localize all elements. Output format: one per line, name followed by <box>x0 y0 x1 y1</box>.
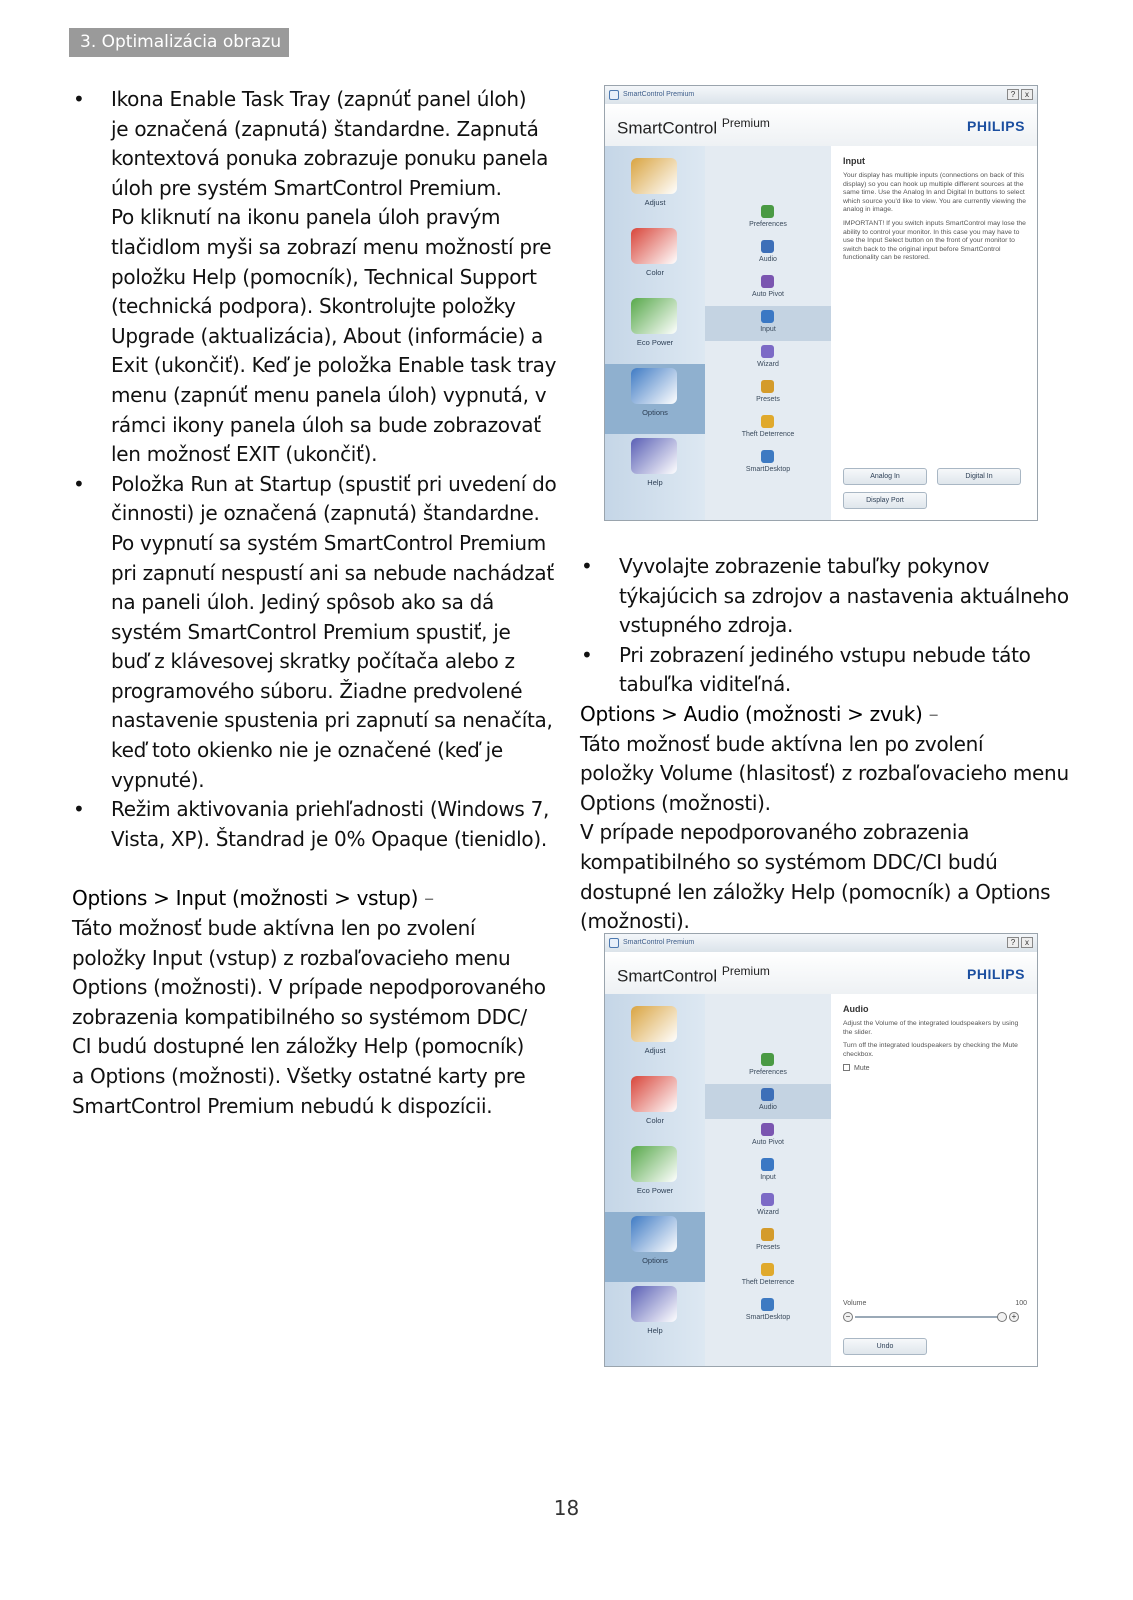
text-line: Vista, XP). Štandrad je 0% Opaque (tienidlo). <box>111 826 547 851</box>
sub-nav <box>705 994 831 1366</box>
subnav-wizard[interactable] <box>705 341 831 376</box>
nav-label: Eco Power <box>636 338 674 347</box>
text-line: keď toto okienko nie je označené (keď je <box>111 738 503 763</box>
subnav-label: Audio <box>759 256 777 263</box>
section-tab: 3. Optimalizácia obrazu <box>69 28 289 57</box>
page-number: 18 <box>553 1496 580 1520</box>
color-icon <box>631 228 677 264</box>
volume-value: 100 <box>1015 1300 1027 1307</box>
text-line: tlačidlom myši sa zobrazí menu možností pre <box>111 234 552 259</box>
adjust-icon <box>631 1006 677 1042</box>
text-line: CI budú dostupné len záložky Help (pomocník) <box>72 1034 525 1059</box>
philips-logo: PHILIPS <box>967 966 1025 982</box>
text-line: zobrazenia kompatibilného so systémom DDC/ <box>72 1004 527 1029</box>
options-icon <box>631 368 677 404</box>
app-header <box>605 952 1037 994</box>
undo-button[interactable]: Undo <box>843 1338 927 1355</box>
text-line: SmartControl Premium nebudú k dispozícii. <box>72 1093 493 1118</box>
subnav-label: Theft Deterrence <box>741 431 795 438</box>
analog-in-button[interactable]: Analog In <box>843 468 927 485</box>
subnav-label: Theft Deterrence <box>741 1279 795 1286</box>
app-title: SmartControl $^{Premium}$ <box>617 116 770 138</box>
nav-adjust[interactable] <box>605 154 705 224</box>
theft-deterrence-icon <box>761 1263 774 1276</box>
text-line: je označená (zapnutá) štandardne. Zapnutá <box>111 116 539 141</box>
nav-help[interactable] <box>605 434 705 504</box>
adjust-icon <box>631 158 677 194</box>
subnav-label: Input <box>760 326 776 333</box>
text-line: týkajúcich sa zdrojov a nastavenia aktuálneho <box>619 583 1069 608</box>
subnav-wizard[interactable] <box>705 1189 831 1224</box>
subnav-auto-pivot[interactable] <box>705 1119 831 1154</box>
nav-options[interactable] <box>605 1212 705 1282</box>
text-line: Po vypnutí sa systém SmartControl Premium <box>111 530 546 555</box>
help-button[interactable]: ? <box>1007 937 1019 948</box>
preferences-icon <box>761 1053 774 1066</box>
panel-text-mute: Turn off the integrated loudspeakers by checking the Mute checkbox. <box>843 1042 1018 1058</box>
nav-options[interactable] <box>605 364 705 434</box>
audio-panel <box>831 994 1037 1366</box>
right-bullet-list <box>580 552 1070 700</box>
panel-text: Your display has multiple inputs (connections on back of this display) so you can hook up multiple different sources at the same time. Use the Analog In and Digital In buttons to select which source you'd like to view. You are currently viewing the analog in image. <box>843 172 1027 214</box>
app-icon <box>609 938 619 948</box>
subnav-label: Presets <box>756 1244 780 1251</box>
text-line: V prípade nepodporovaného zobrazenia <box>580 820 970 845</box>
subnav-audio[interactable] <box>705 236 831 271</box>
input-icon <box>761 1158 774 1171</box>
volume-label: Volume <box>843 1300 867 1307</box>
close-button[interactable]: x <box>1021 89 1033 100</box>
text-line: kontextová ponuka zobrazuje ponuku panela <box>111 146 549 171</box>
smartcontrol-audio-screenshot <box>604 933 1038 1367</box>
volume-slider-thumb[interactable] <box>997 1312 1007 1322</box>
text-line: nastavenie spustenia pri zapnutí sa nenačíta, <box>111 708 553 733</box>
help-button[interactable]: ? <box>1007 89 1019 100</box>
mute-checkbox[interactable]: Mute <box>843 1064 1027 1072</box>
nav-label: Adjust <box>644 198 666 207</box>
digital-in-button[interactable]: Digital In <box>937 468 1021 485</box>
subnav-label: Presets <box>756 396 780 403</box>
bullet-item <box>580 641 1070 700</box>
panel-heading: Input <box>843 156 865 166</box>
text-line: Upgrade (aktualizácia), About (informácie) a <box>111 323 543 348</box>
eco-power-icon <box>631 298 677 334</box>
text-line: menu (zapnúť menu panela úloh) vypnutá, v <box>111 382 547 407</box>
nav-label: Options <box>642 1256 668 1265</box>
subnav-smartdesktop[interactable] <box>705 446 831 481</box>
subnav-presets[interactable] <box>705 1224 831 1259</box>
nav-label: Help <box>647 1326 663 1335</box>
bullet-item <box>72 470 562 796</box>
display-port-button[interactable]: Display Port <box>843 492 927 509</box>
input-icon <box>761 310 774 323</box>
auto-pivot-icon <box>761 1123 774 1136</box>
subnav-auto-pivot[interactable] <box>705 271 831 306</box>
philips-logo: PHILIPS <box>967 118 1025 134</box>
sub-nav <box>705 146 831 520</box>
app-title: SmartControl $^{Premium}$ <box>617 964 770 986</box>
nav-help[interactable] <box>605 1282 705 1352</box>
subnav-label: Wizard <box>757 1209 779 1216</box>
presets-icon <box>761 1228 774 1241</box>
text-line: na paneli úloh. Jediný spôsob ako sa dá <box>111 590 494 615</box>
nav-label: Eco Power <box>636 1186 674 1195</box>
left-bullet-list <box>72 85 562 854</box>
nav-label: Options <box>642 408 668 417</box>
subnav-presets[interactable] <box>705 376 831 411</box>
text-line: pri zapnutí nespustí ani sa nebude nachádzať <box>111 560 554 585</box>
input-heading: Options > Input (možnosti > vstup) – <box>72 886 434 911</box>
wizard-icon <box>761 1193 774 1206</box>
wizard-icon <box>761 345 774 358</box>
text-line: buď z klávesovej skratky počítača alebo z <box>111 649 515 674</box>
text-line: • Ikona Enable Task Tray (zapnúť panel úloh) <box>111 87 527 111</box>
text-line: položku Help (pomocník), Technical Support <box>111 264 537 289</box>
subnav-label: Wizard <box>757 361 779 368</box>
subnav-preferences[interactable] <box>705 1049 831 1084</box>
text-line: • Pri zobrazení jediného vstupu nebude táto <box>619 642 1031 667</box>
subnav-label: Preferences <box>749 221 787 228</box>
text-line: rámci ikony panela úloh sa bude zobrazovať <box>111 412 541 437</box>
text-line: tabuľka viditeľná. <box>619 672 791 697</box>
panel-text: Adjust the Volume of the integrated loudspeakers by using the slider. <box>843 1020 1019 1036</box>
options-icon <box>631 1216 677 1252</box>
nav-label: Color <box>646 1116 664 1125</box>
nav-label: Color <box>646 268 664 277</box>
nav-color[interactable] <box>605 1072 705 1142</box>
text-line: • Vyvolajte zobrazenie tabuľky pokynov <box>619 554 990 578</box>
bullet-item <box>580 552 1070 641</box>
bullet-item <box>72 795 562 854</box>
help-icon <box>631 1286 677 1322</box>
panel-text-important: IMPORTANT! If you switch inputs SmartControl may lose the ability to control your monitor. In this case you may have to use the Input Select button on the front of your monitor to switch back to the original input before SmartControl functionality can be restored. <box>843 219 1026 262</box>
subnav-label: Preferences <box>749 1069 787 1076</box>
eco-power-icon <box>631 1146 677 1182</box>
subnav-input[interactable] <box>705 1154 831 1189</box>
audio-description <box>580 730 1070 937</box>
color-icon <box>631 1076 677 1112</box>
input-panel <box>831 146 1037 520</box>
subnav-theft-deterrence[interactable] <box>705 1259 831 1294</box>
left-column <box>72 85 562 1121</box>
text-line: Táto možnosť bude aktívna len po zvolení <box>72 916 476 941</box>
text-line: Options (možnosti). V prípade nepodporovaného <box>72 975 546 1000</box>
window-titlebar: SmartControl Premium ? x <box>605 86 1037 104</box>
subnav-preferences[interactable] <box>705 201 831 236</box>
left-nav <box>605 146 705 520</box>
text-line: kompatibilného so systémom DDC/CI budú <box>580 849 998 874</box>
bullet-item <box>72 85 562 470</box>
right-column <box>580 552 1070 937</box>
subnav-label: Input <box>760 1174 776 1181</box>
text-line: a Options (možnosti). Všetky ostatné karty pre <box>72 1064 526 1088</box>
smartdesktop-icon <box>761 1298 774 1311</box>
text-line: systém SmartControl Premium spustiť, je <box>111 619 511 644</box>
subnav-label: Audio <box>759 1104 777 1111</box>
text-line: (možnosti). <box>580 909 690 934</box>
text-line: • Položka Run at Startup (spustiť pri uvedení do <box>111 471 557 496</box>
help-icon <box>631 438 677 474</box>
audio-heading: Options > Audio (možnosti > zvuk) – <box>580 701 939 726</box>
smartdesktop-icon <box>761 450 774 463</box>
text-line: dostupné len záložky Help (pomocník) a Options <box>580 879 1051 904</box>
close-button[interactable]: x <box>1021 937 1033 948</box>
audio-icon <box>761 1088 774 1101</box>
text-line: Táto možnosť bude aktívna len po zvolení <box>580 731 984 756</box>
text-line: len možnosť EXIT (ukončiť). <box>111 442 378 467</box>
panel-heading: Audio <box>843 1004 869 1014</box>
text-line: položky Volume (hlasitosť) z rozbaľovacieho menu <box>580 761 1069 786</box>
nav-eco-power[interactable] <box>605 1142 705 1212</box>
left-nav <box>605 994 705 1366</box>
app-icon <box>609 90 619 100</box>
smartcontrol-input-screenshot <box>604 85 1038 521</box>
volume-minus-button[interactable]: − <box>843 1312 853 1322</box>
nav-adjust[interactable] <box>605 1002 705 1072</box>
audio-icon <box>761 240 774 253</box>
text-line: vypnuté). <box>111 767 205 792</box>
input-description <box>72 914 562 1121</box>
preferences-icon <box>761 205 774 218</box>
volume-slider[interactable] <box>855 1316 1007 1318</box>
text-line: Options (možnosti). <box>580 790 771 815</box>
text-line: (technická podpora). Skontrolujte položky <box>111 294 516 319</box>
window-titlebar: SmartControl Premium ? x <box>605 934 1037 952</box>
nav-label: Adjust <box>644 1046 666 1055</box>
volume-plus-button[interactable]: + <box>1009 1312 1019 1322</box>
auto-pivot-icon <box>761 275 774 288</box>
text-line: úloh pre systém SmartControl Premium. <box>111 175 502 200</box>
presets-icon <box>761 380 774 393</box>
text-line: položky Input (vstup) z rozbaľovacieho menu <box>72 945 511 970</box>
subnav-smartdesktop[interactable] <box>705 1294 831 1329</box>
subnav-input[interactable] <box>705 306 831 341</box>
subnav-label: Auto Pivot <box>752 1139 784 1146</box>
text-line: Po kliknutí na ikonu panela úloh pravým <box>111 205 501 230</box>
subnav-label: SmartDesktop <box>745 466 791 473</box>
checkbox-box[interactable] <box>843 1064 850 1071</box>
subnav-theft-deterrence[interactable] <box>705 411 831 446</box>
theft-deterrence-icon <box>761 415 774 428</box>
nav-color[interactable] <box>605 224 705 294</box>
subnav-label: SmartDesktop <box>745 1314 791 1321</box>
nav-label: Help <box>647 478 663 487</box>
text-line: činnosti) je označená (zapnutá) štandardne. <box>111 501 540 526</box>
text-line: • Režim aktivovania priehľadnosti (Windows 7, <box>111 797 550 822</box>
text-line: vstupného zdroja. <box>619 613 794 638</box>
text-line: programového súboru. Žiadne predvolené <box>111 678 523 703</box>
subnav-audio[interactable] <box>705 1084 831 1119</box>
nav-eco-power[interactable] <box>605 294 705 364</box>
app-header <box>605 104 1037 146</box>
subnav-label: Auto Pivot <box>752 291 784 298</box>
text-line: Exit (ukončiť). Keď je položka Enable task tray <box>111 353 557 378</box>
